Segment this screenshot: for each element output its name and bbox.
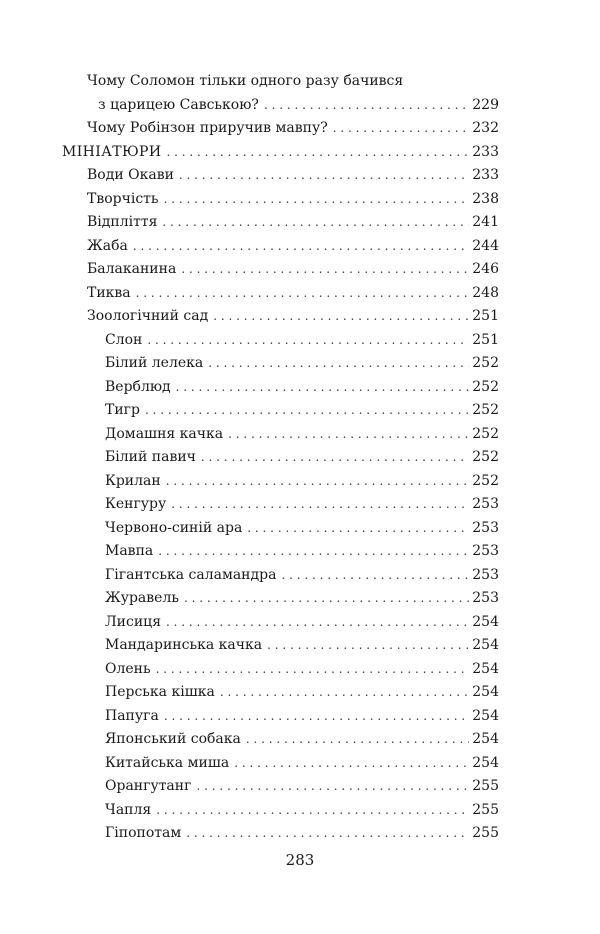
toc-entry-title: Лисиця: [105, 613, 162, 630]
toc-entry-page: 233: [472, 143, 499, 160]
dot-leader: [267, 634, 469, 658]
toc-entry: [62, 211, 499, 235]
toc-entry-page: 252: [472, 355, 499, 371]
toc-entry-multiline-first: [62, 70, 499, 94]
toc-entry: [62, 822, 499, 846]
toc-entry-title: Папуга: [105, 707, 159, 724]
toc-entry: [62, 775, 499, 799]
toc-entry-title: Білий павич: [105, 449, 196, 465]
dot-leader: [133, 235, 469, 259]
dot-leader: [179, 164, 469, 188]
toc-entry-page: 255: [472, 825, 499, 841]
toc-entry-page: 254: [472, 637, 499, 653]
toc-entry: [62, 258, 499, 282]
toc-entry: [62, 564, 499, 588]
toc-entry: [62, 658, 499, 682]
dot-leader: [156, 799, 469, 823]
toc-entry-page: 251: [472, 331, 499, 348]
dot-leader: [184, 587, 469, 611]
toc-entry: [62, 399, 499, 423]
toc-entry-title: Відпліття: [87, 214, 158, 230]
toc-entry-page: 244: [472, 237, 499, 254]
toc-entry-title: Гігантська саламандра: [105, 566, 277, 583]
toc-entry: [62, 517, 499, 541]
toc-entry-page: 252: [472, 425, 499, 442]
toc-entry-title: Слон: [105, 331, 143, 348]
toc-entry-page: 238: [472, 190, 499, 207]
toc-entry: [62, 376, 499, 400]
toc-entry-page: 252: [472, 449, 499, 465]
toc-entry-title: Японський собака: [105, 731, 241, 747]
dot-leader: [196, 775, 469, 799]
dot-leader: [213, 305, 469, 329]
toc-entry-page: 252: [472, 402, 499, 418]
dot-leader: [208, 352, 469, 376]
dot-leader: [264, 94, 469, 118]
toc-entry-title: Олень: [105, 660, 151, 677]
toc-entry-title: Крилан: [105, 472, 161, 489]
dot-leader: [166, 470, 470, 494]
dot-leader: [164, 705, 469, 729]
toc-entry: [62, 493, 499, 517]
toc-entry-title: Орангутанг: [105, 778, 192, 794]
toc-entry-page: 252: [472, 378, 499, 395]
toc-entry: [62, 752, 499, 776]
toc-entry-page: 253: [472, 496, 499, 512]
page-number: 283: [285, 851, 315, 869]
toc-entry-title: Жаба: [87, 237, 128, 254]
toc-entry-title: Чому Робінзон приручив мавпу?: [87, 120, 328, 136]
toc-entry-title: Перська кішка: [105, 684, 215, 700]
dot-leader: [166, 141, 469, 165]
toc-entry-page: 255: [472, 801, 499, 818]
toc-entry-title: Журавель: [105, 590, 179, 606]
toc-entry-page: 252: [472, 472, 499, 489]
toc-entry: [62, 799, 499, 823]
toc-entry: [62, 634, 499, 658]
toc-entry: [62, 705, 499, 729]
toc-entry-title: Мавпа: [105, 543, 154, 559]
toc-entry-page: 233: [472, 167, 499, 183]
dot-leader: [156, 658, 470, 682]
toc-entry-page: 251: [472, 308, 499, 324]
toc-entry: [62, 235, 499, 259]
toc-entry-page: 254: [472, 660, 499, 677]
toc-entry-title: Китайська миша: [105, 754, 230, 771]
toc-entry-title: Мандаринська качка: [105, 637, 263, 653]
dot-leader: [181, 258, 469, 282]
dot-leader: [234, 752, 469, 776]
toc-entry-title: Балаканина: [87, 261, 177, 277]
toc-entry: [62, 540, 499, 564]
toc-entry-page: 253: [472, 590, 499, 606]
toc-entry-page: 241: [472, 214, 499, 230]
toc-entry-multiline-cont: [62, 94, 499, 118]
toc-entry: [62, 141, 499, 165]
toc-entry-title: Червоно-синій ара: [105, 519, 243, 536]
toc-entry-page: 254: [472, 754, 499, 771]
toc-entry: [62, 188, 499, 212]
dot-leader: [145, 399, 469, 423]
toc-entry-page: 254: [472, 684, 499, 700]
toc-entry-page: 248: [472, 284, 499, 301]
toc-entry: [62, 446, 499, 470]
toc-entry-title: Домашня качка: [105, 425, 224, 442]
toc-entry-page: 253: [472, 566, 499, 583]
toc-entry: [62, 164, 499, 188]
toc-entry-page: 254: [472, 731, 499, 747]
dot-leader: [136, 282, 470, 306]
dot-leader: [162, 211, 469, 235]
dot-leader: [186, 822, 469, 846]
toc-entry-title: Тиква: [87, 284, 131, 301]
dot-leader: [220, 681, 469, 705]
dot-leader: [171, 493, 469, 517]
table-of-contents: [62, 70, 499, 846]
toc-entry: [62, 117, 499, 141]
dot-leader: [247, 517, 469, 541]
toc-entry: [62, 352, 499, 376]
toc-entry-page: 253: [472, 519, 499, 536]
dot-leader: [281, 564, 469, 588]
toc-entry-title: Гіпопотам: [105, 825, 182, 841]
toc-entry-title: Чому Соломон тільки одного разу бачився: [87, 73, 404, 89]
toc-entry-title: Кенгуру: [105, 496, 167, 512]
toc-entry-title: з царицею Савською?: [98, 96, 259, 113]
toc-entry-title: Білий лелека: [105, 355, 204, 371]
toc-entry-title: Творчість: [87, 190, 159, 207]
dot-leader: [176, 376, 470, 400]
toc-entry-title: Тигр: [105, 402, 140, 418]
toc-entry: [62, 282, 499, 306]
dot-leader: [333, 117, 470, 141]
toc-entry-title: Води Окави: [87, 167, 174, 183]
dot-leader: [228, 423, 469, 447]
dot-leader: [147, 329, 469, 353]
toc-entry: [62, 611, 499, 635]
toc-entry-page: 254: [472, 613, 499, 630]
dot-leader: [164, 188, 470, 212]
toc-entry-page: 254: [472, 707, 499, 724]
toc-entry-list: [62, 117, 499, 846]
dot-leader: [246, 728, 469, 752]
toc-entry-page: 255: [472, 778, 499, 794]
dot-leader: [158, 540, 469, 564]
toc-entry: [62, 423, 499, 447]
toc-entry-page: 253: [472, 543, 499, 559]
dot-leader: [201, 446, 469, 470]
toc-entry-page: 229: [472, 96, 499, 113]
toc-entry: [62, 681, 499, 705]
toc-entry: [62, 329, 499, 353]
toc-entry: [62, 470, 499, 494]
toc-entry: [62, 305, 499, 329]
toc-entry: [62, 728, 499, 752]
toc-entry-page: 246: [472, 261, 499, 277]
toc-entry-page: 232: [472, 120, 499, 136]
toc-entry-title: Верблюд: [105, 378, 171, 395]
toc-entry-title: Чапля: [105, 801, 152, 818]
toc-entry-title: МІНІАТЮРИ: [62, 143, 162, 160]
toc-entry-title: Зоологічний сад: [87, 308, 209, 324]
dot-leader: [166, 611, 469, 635]
toc-entry: [62, 587, 499, 611]
